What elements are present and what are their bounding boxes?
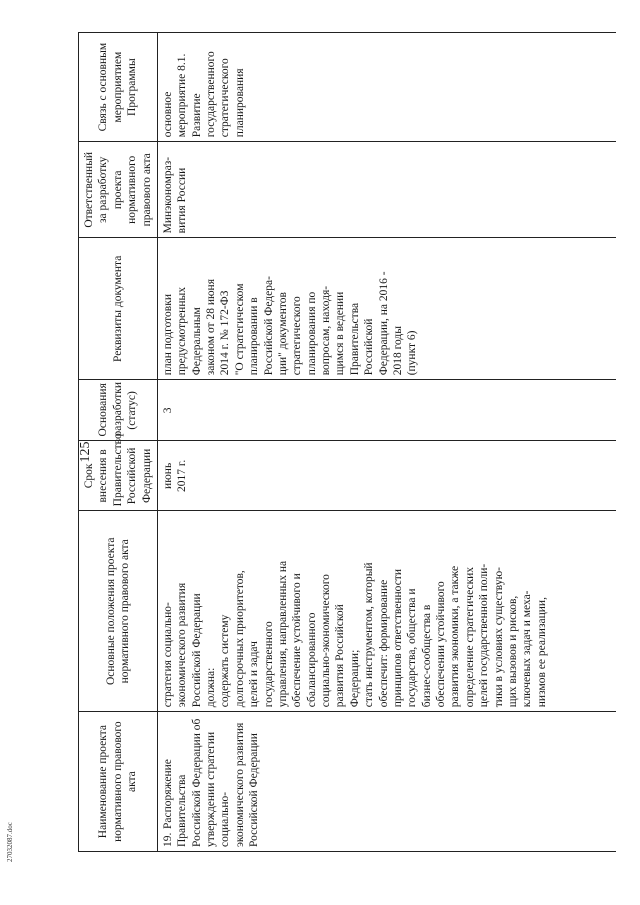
header-details: Реквизиты документа bbox=[79, 238, 158, 380]
row-name: Распоряжение Правительства Российской Федерации об утверждении стратегии социально-экономического развития Российской Федерации bbox=[161, 718, 261, 847]
cell-deadline: июнь 2017 г. bbox=[157, 441, 616, 511]
cell-responsible: Минэкономраз- вития России bbox=[157, 142, 616, 238]
rotated-table-container bbox=[78, 32, 640, 852]
cell-name bbox=[157, 712, 616, 852]
header-basis: Основания разработки (статус) bbox=[79, 380, 158, 441]
header-deadline: Срок внесения в Правительство Российской Федерации bbox=[79, 441, 158, 511]
table-row bbox=[157, 33, 616, 852]
table-header-row bbox=[79, 33, 158, 852]
header-link: Связь с основным мероприятием Программы bbox=[79, 33, 158, 142]
page-number: 125 bbox=[78, 441, 93, 463]
cell-basis: 3 bbox=[157, 380, 616, 441]
cell-provisions: стратегия социально- экономического развития Российской Федерации должна: содержать систему долгосрочных приоритетов, целей и задач государственного управления, направленных на обеспечение устойчивого и сбалансированного социально-экономического развития Российской Федерации; стать инструментом, который обеспечит: формирование принципов ответственности государства, общества и бизнес-сообщества в обеспечении устойчивого развития экономики, а также определение стратегических целей государственной поли- тики в условиях существую- щих вызовов и рисков, ключевых задач и меха- низмов ее реализации, bbox=[157, 511, 616, 712]
row-number: 19. bbox=[161, 832, 174, 847]
header-provisions: Основные положения проекта нормативного правового акта bbox=[79, 511, 158, 712]
cell-link: основное мероприятие 8.1. Развитие государственного стратегического планирования bbox=[157, 33, 616, 142]
program-table bbox=[78, 32, 616, 852]
document-code: 27032087.doc bbox=[6, 822, 14, 862]
header-responsible: Ответственный за разработку проекта нормативного правового акта bbox=[79, 142, 158, 238]
header-name: Наименование проекта нормативного правового акта bbox=[79, 712, 158, 852]
cell-details: план подготовки предусмотренных Федеральным законом от 28 июня 2014 г. № 172-ФЗ "О стратегическом планировании в Российской Федера- ции" документов стратегического планирования по вопросам, находя- щимся в ведении Правительства Российской Федерации, на 2016 - 2018 годы (пункт 6) bbox=[157, 238, 616, 380]
